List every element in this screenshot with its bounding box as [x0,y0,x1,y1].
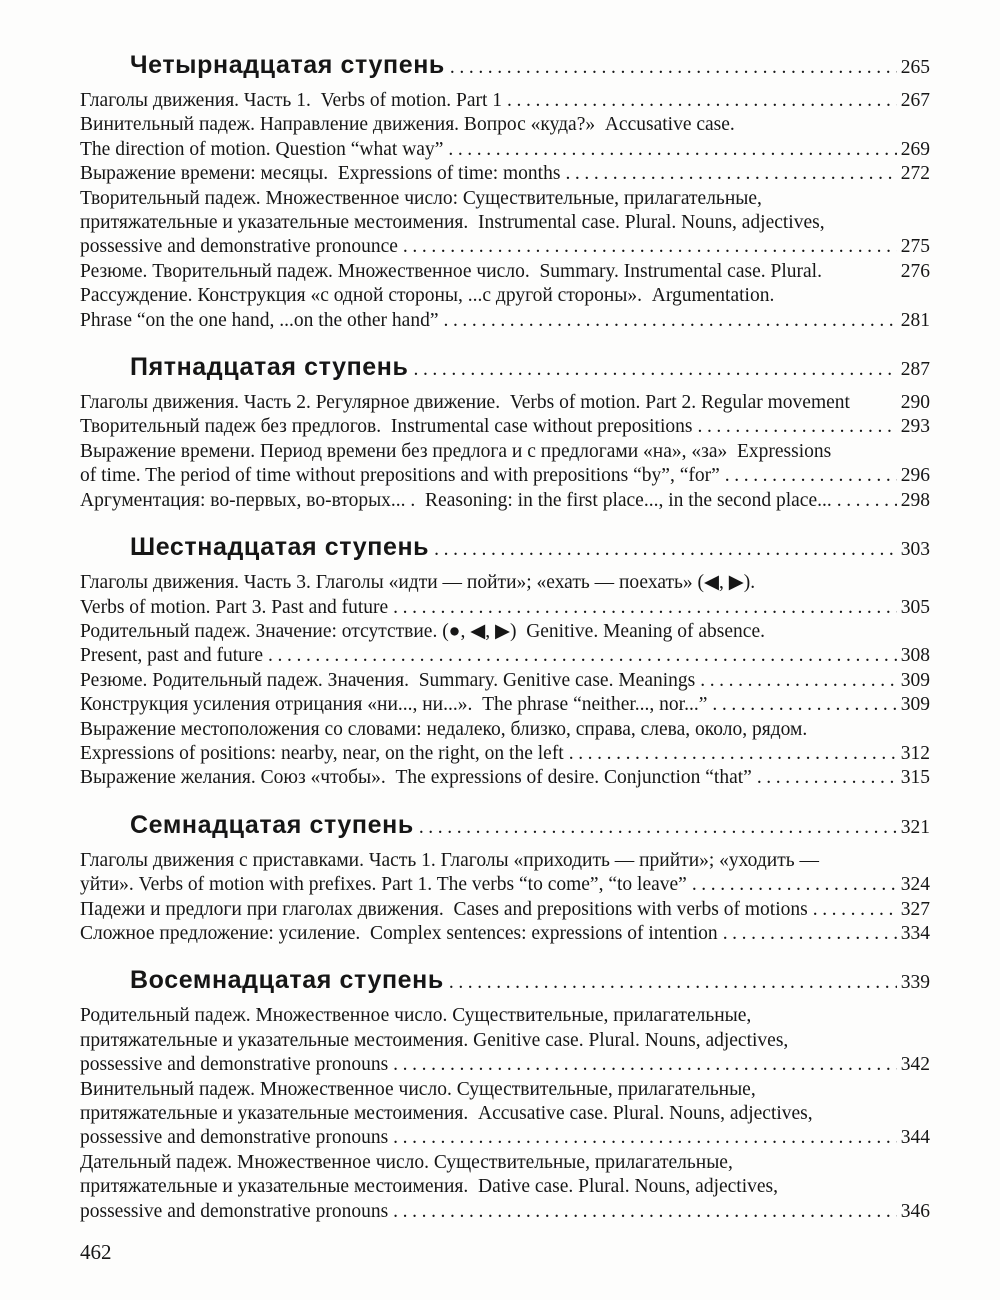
dot-leader [443,309,896,333]
toc-line [80,1102,930,1126]
entry-text: Глаголы движения. Часть 2. Регулярное движение. Verbs of motion. Part 2. Regular movement [80,392,850,414]
toc-line [80,464,930,488]
dot-leader [449,968,897,998]
dot-leader [393,1126,897,1150]
entry-page-number: 312 [900,742,930,764]
entry-text: притяжательные и указательные местоимения. Accusative case. Plural. Nouns, adjectives, [80,1103,813,1124]
toc-line [80,571,930,595]
entry-page-number: 275 [900,236,930,258]
toc-line [80,415,930,439]
toc-entry [80,415,930,439]
toc-line [80,873,930,897]
entry-page-number: 309 [900,669,930,691]
toc-line [80,1078,930,1102]
toc-line [80,113,930,137]
entry-text: Phrase “on the one hand, ...on the other hand” [80,309,439,331]
entry-page-number: 344 [900,1127,930,1149]
toc-entry [80,1004,930,1077]
entry-text: Глаголы движения. Часть 3. Глаголы «идти — пойти»; «ехать — поехать» (◀, ▶). [80,572,756,594]
section-page-number: 287 [900,359,930,381]
toc-line [80,849,930,873]
entry-text: possessive and demonstrative pronounce [80,236,398,258]
toc-line [80,644,930,668]
toc-entry [80,113,930,162]
toc-entry [80,620,930,669]
section-title: Восемнадцатая ступень [130,966,444,995]
toc-entry [80,1151,930,1224]
toc-section [80,50,930,333]
dot-leader [419,813,897,843]
toc-entry [80,260,930,284]
table-of-contents [80,50,930,1224]
entry-text: Резюме. Родительный падеж. Значения. Summary. Genitive case. Meanings [80,669,696,691]
entry-text: Рассуждение. Конструкция «с одной стороны, ...с другой стороны». Argumentation. [80,285,775,307]
entry-page-number: 281 [900,309,930,331]
entry-text: The direction of motion. Question “what way” [80,138,444,160]
entry-text: Выражение времени: месяцы. Expressions of time: months [80,163,561,185]
entry-text: Глаголы движения с приставками. Часть 1. Глаголы «приходить — прийти»; «уходить — [80,849,820,871]
toc-line [80,391,930,415]
toc-entry [80,187,930,260]
toc-line [80,669,930,693]
toc-line [80,1151,930,1175]
dot-leader [393,596,897,620]
toc-entry [80,489,930,513]
entry-text: Родительный падеж. Значение: отсутствие. (●, ◀, ▶) Genitive. Meaning of absence. [80,620,765,642]
section-heading [130,532,930,565]
toc-entry [80,766,930,790]
toc-entry [80,284,930,333]
entry-text: Present, past and future [80,645,264,667]
dot-leader [507,89,897,113]
toc-line [80,440,930,464]
toc-entry [80,922,930,946]
entry-text: Выражение желания. Союз «чтобы». The expressions of desire. Conjunction “that” [80,767,752,789]
entry-text: possessive and demonstrative pronouns [80,1127,389,1149]
dot-leader [413,355,896,385]
entry-page-number: 346 [900,1200,930,1222]
dot-leader [725,464,897,488]
section-title: Семнадцатая ступень [130,810,414,839]
entry-page-number: 296 [900,465,930,487]
toc-line [80,138,930,162]
entry-text: Винительный падеж. Направление движения. Вопрос «куда?» Accusative case. [80,114,735,136]
toc-entry [80,718,930,767]
dot-leader [569,742,897,766]
dot-leader [448,138,896,162]
toc-line [80,89,930,113]
entry-page-number: 290 [900,392,930,414]
dot-leader [757,766,897,790]
toc-line [80,766,930,790]
entry-text: Творительный падеж без предлогов. Instrumental case without prepositions [80,416,693,438]
toc-line [80,1200,930,1224]
toc-line [80,235,930,259]
entry-text: Выражение времени. Период времени без предлога и с предлогами «на», «за» Expressions [80,440,832,462]
entry-text: Винительный падеж. Множественное число. Существительные, прилагательные, [80,1078,756,1100]
section-title: Шестнадцатая ступень [130,533,430,562]
folio-page-number: 462 [80,1240,112,1264]
dot-leader [565,162,896,186]
toc-entry [80,391,930,415]
entry-page-number: 327 [900,898,930,920]
entry-page-number: 334 [900,922,930,944]
dot-leader [697,415,896,439]
entry-page-number: 342 [900,1054,930,1076]
entry-text: Дательный падеж. Множественное число. Существительные, прилагательные, [80,1151,733,1173]
toc-entry [80,1078,930,1151]
toc-entry [80,669,930,693]
dot-leader [393,1200,897,1224]
toc-line [80,898,930,922]
toc-line [80,162,930,186]
dot-leader [813,898,897,922]
entry-text: уйти». Verbs of motion with prefixes. Part 1. The verbs “to come”, “to leave” [80,874,687,896]
entry-page-number: 308 [900,645,930,667]
entry-text: Выражение местоположения со словами: недалеко, близко, справа, слева, около, рядом. [80,718,808,740]
entry-page-number: 309 [900,694,930,716]
section-heading [130,50,930,83]
entry-page-number: 272 [900,163,930,185]
entry-text: Сложное предложение: усиление. Complex sentences: expressions of intention [80,922,718,944]
toc-line [80,284,930,308]
toc-line [80,1029,930,1053]
entry-text: Аргументация: во-первых, во-вторых... . Reasoning: in the first place..., in the second place... [80,489,832,511]
toc-line [80,922,930,946]
section-heading [130,965,930,998]
entry-text: possessive and demonstrative pronouns [80,1200,389,1222]
toc-line [80,620,930,644]
dot-leader [700,669,897,693]
entry-text: Падежи и предлоги при глаголах движения. Cases and prepositions with verbs of motions [80,898,808,920]
entry-text: притяжательные и указательные местоимения. Genitive case. Plural. Nouns, adjectives, [80,1029,789,1051]
section-page-number: 321 [900,816,930,838]
dot-leader [837,489,897,513]
toc-line [80,1175,930,1199]
toc-section [80,532,930,791]
toc-section [80,810,930,947]
entry-text: Expressions of positions: nearby, near, on the right, on the left [80,742,564,764]
entry-page-number: 298 [900,489,930,511]
entry-text: Родительный падеж. Множественное число. Существительные, прилагательные, [80,1005,752,1027]
entry-text: of time. The period of time without prepositions and with prepositions “by”, “for” [80,465,720,487]
toc-section [80,352,930,513]
dot-leader [403,235,897,259]
toc-line [80,489,930,513]
entry-page-number: 276 [900,260,930,282]
toc-line [80,1004,930,1028]
entry-text: Verbs of motion. Part 3. Past and future [80,596,389,618]
entry-page-number: 305 [900,596,930,618]
entry-text: притяжательные и указательные местоимения. Instrumental case. Plural. Nouns, adjectives, [80,212,825,234]
entry-text: possessive and demonstrative pronouns [80,1054,389,1076]
toc-line [80,742,930,766]
entry-text: Творительный падеж. Множественное число: Существительные, прилагательные, [80,187,762,209]
toc-entry [80,162,930,186]
toc-line [80,260,930,284]
entry-page-number: 324 [900,874,930,896]
entry-text: Резюме. Творительный падеж. Множественное число. Summary. Instrumental case. Plural. [80,260,822,282]
toc-entry [80,571,930,620]
dot-leader [434,535,897,565]
toc-section [80,965,930,1224]
section-heading [130,810,930,843]
dot-leader [393,1053,897,1077]
section-page-number: 303 [900,539,930,561]
entry-page-number: 269 [900,138,930,160]
entry-text: Конструкция усиления отрицания «ни..., ни...». The phrase “neither..., nor...” [80,694,708,716]
toc-entry [80,898,930,922]
dot-leader [723,922,897,946]
toc-entry [80,693,930,717]
section-title: Пятнадцатая ступень [130,353,409,382]
toc-line [80,211,930,235]
toc-line [80,1053,930,1077]
toc-entry [80,849,930,898]
entry-page-number: 267 [900,90,930,111]
toc-line [80,718,930,742]
toc-line [80,693,930,717]
toc-entry [80,89,930,113]
toc-line [80,1126,930,1150]
dot-leader [712,693,896,717]
dot-leader [268,644,897,668]
section-heading [130,352,930,385]
section-title: Четырнадцатая ступень [130,51,445,79]
toc-line [80,596,930,620]
dot-leader [450,53,897,83]
dot-leader [692,873,897,897]
toc-entry [80,440,930,489]
section-page-number: 339 [900,972,930,994]
toc-line [80,187,930,211]
entry-page-number: 293 [900,416,930,438]
toc-line [80,309,930,333]
entry-text: Глаголы движения. Часть 1. Verbs of motion. Part 1 [80,90,503,111]
section-page-number: 265 [900,57,930,78]
entry-text: притяжательные и указательные местоимения. Dative case. Plural. Nouns, adjectives, [80,1176,779,1198]
entry-page-number: 315 [900,767,930,789]
